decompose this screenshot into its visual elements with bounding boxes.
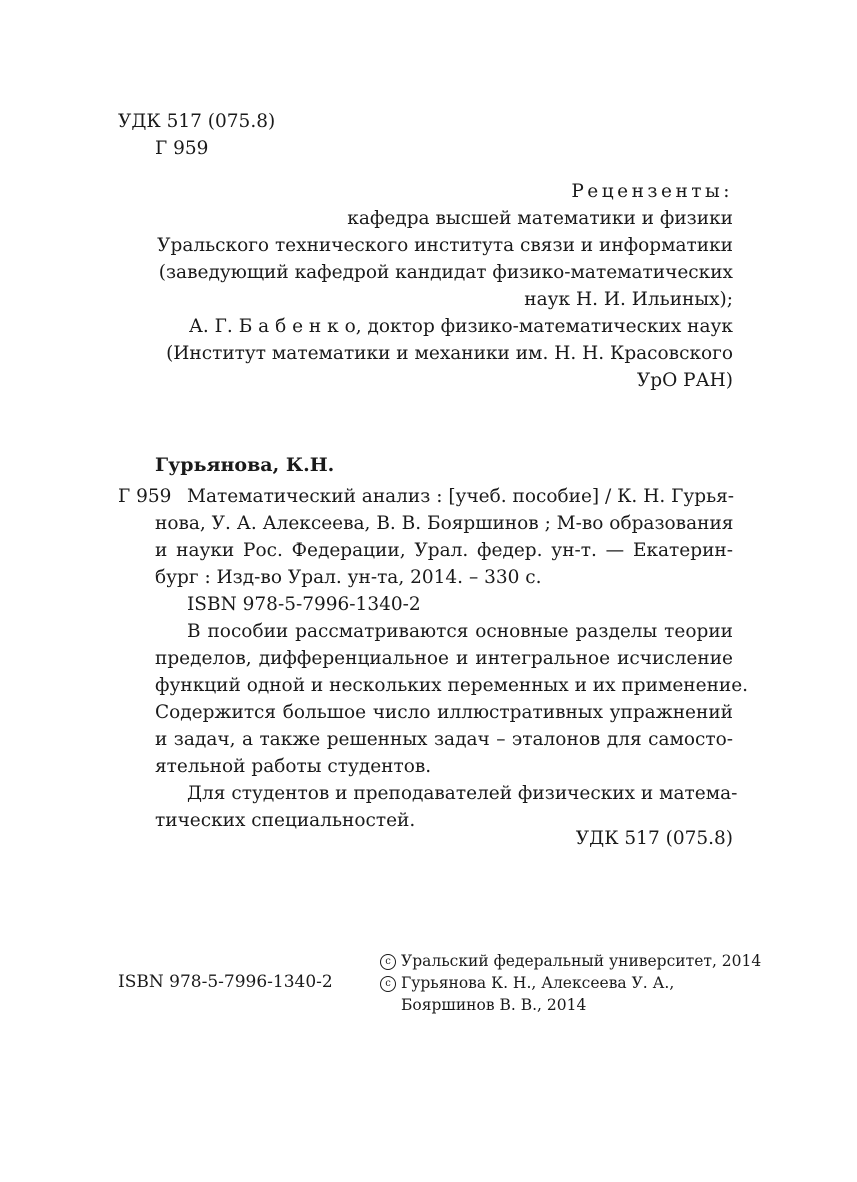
reviewer-line: А. Г. Б а б е н к о, доктор физико-математических наук (188, 316, 733, 337)
audience-line: Для студентов и преподавателей физических и матема- (187, 783, 738, 804)
reviewers-block (150, 178, 733, 394)
reviewer-line: УрО РАН) (636, 370, 733, 391)
description-line: Математический анализ : [учеб. пособие] / К. Н. Гурья- (187, 486, 735, 507)
reviewers-heading: Рецензенты: (571, 181, 733, 202)
copyright-icon: c (380, 954, 396, 970)
abstract-line: пределов, дифференциальное и интегральное исчисление (155, 648, 733, 669)
reviewer-line: кафедра высшей математики и физики (347, 208, 733, 229)
isbn-inline: ISBN 978-5-7996-1340-2 (187, 594, 421, 615)
copyright-icon: c (380, 976, 396, 992)
abstract-line: и задач, а также решенных задач – эталонов для самосто- (155, 729, 733, 750)
author-heading: Гурьянова, К.Н. (155, 454, 335, 476)
abstract-line: Содержится большое число иллюстративных упражнений (155, 702, 733, 723)
abstract-line: ятельной работы студентов. (155, 756, 432, 777)
copyright-block (380, 950, 761, 1016)
catalog-code: Г 959 (118, 486, 172, 507)
reviewer-line: наук Н. И. Ильиных); (524, 289, 733, 310)
copyright-line: Гурьянова К. Н., Алексеева У. А., (401, 974, 675, 992)
description-line: бург : Изд-во Урал. ун-та, 2014. – 330 с. (155, 567, 542, 588)
audience-line: тических специальностей. (155, 810, 416, 831)
udk-code-top: УДК 517 (075.8) (118, 111, 276, 132)
copyright-line: Бояршинов В. В., 2014 (401, 996, 587, 1014)
bibliographic-description (155, 483, 749, 834)
catalog-code-top: Г 959 (155, 138, 209, 159)
abstract-line: функций одной и нескольких переменных и их применение. (155, 675, 749, 696)
isbn-bottom: ISBN 978-5-7996-1340-2 (118, 972, 333, 992)
reviewer-line: (заведующий кафедрой кандидат физико-математических (158, 262, 733, 283)
description-line: нова, У. А. Алексеева, В. В. Бояршинов ; М-во образования (155, 513, 734, 534)
reviewer-line: (Институт математики и механики им. Н. Н. Красовского (166, 343, 733, 364)
reviewer-line: Уральского технического института связи и информатики (157, 235, 733, 256)
abstract-line: В пособии рассматриваются основные разделы теории (187, 621, 733, 642)
copyright-line: Уральский федеральный университет, 2014 (401, 952, 762, 970)
description-line: и науки Рос. Федерации, Урал. федер. ун-т. — Екатерин- (155, 540, 733, 561)
udk-code-bottom: УДК 517 (075.8) (575, 828, 733, 849)
